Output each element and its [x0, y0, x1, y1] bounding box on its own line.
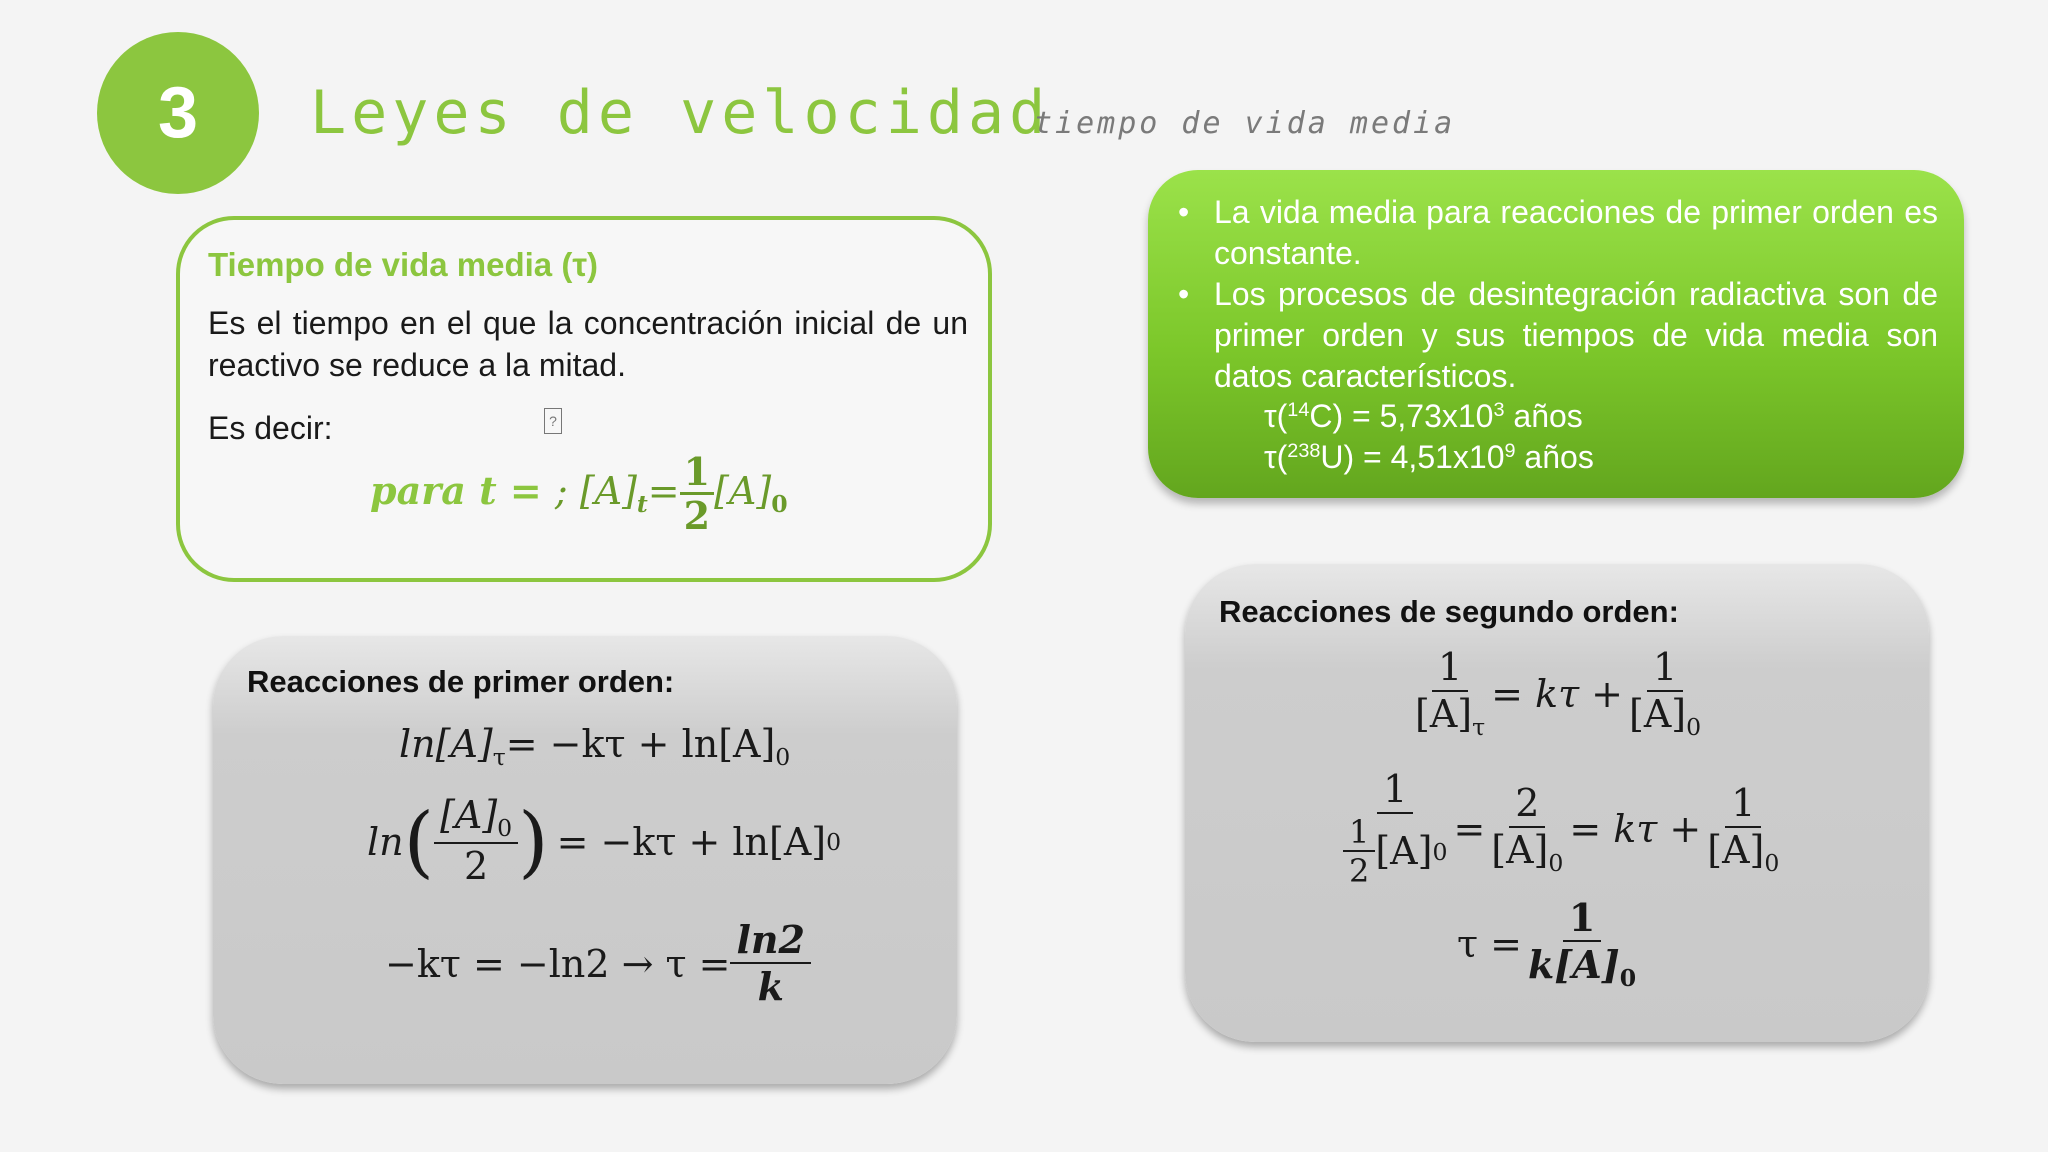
so-eq2-frac2: [1485, 782, 1569, 877]
so-eq1-frac2: [1623, 646, 1707, 741]
formula-num: 1: [680, 452, 714, 495]
so-eq2-mid: = kτ +: [1569, 807, 1702, 852]
eq3-num: ln2: [730, 918, 811, 964]
so-eq2-eq: =: [1453, 807, 1486, 852]
c14-exponent: 3: [1493, 399, 1505, 422]
eq2-den: 2: [464, 844, 489, 889]
so-eq2-num1: 1: [1377, 768, 1413, 814]
definition-heading: Tiempo de vida media (τ): [208, 246, 599, 283]
so-eq2-den1: [A]: [1375, 829, 1433, 874]
so-eq1-den1-sub: τ: [1472, 712, 1486, 741]
c14-pre: τ(: [1264, 398, 1288, 434]
formula-sub-0: 0: [771, 490, 788, 519]
so-eq2-half-num: 1: [1343, 814, 1375, 853]
eq1-A: [A]: [435, 722, 493, 766]
eq1-sub: τ: [492, 743, 506, 772]
so-eq2-num3: 1: [1725, 782, 1761, 828]
so-eq1-frac1: [1409, 646, 1491, 741]
formula-eq: =: [647, 468, 680, 513]
so-eq1-den2-sub: 0: [1686, 712, 1702, 741]
first-order-box: [213, 636, 957, 1084]
formula-den: 2: [683, 492, 711, 538]
so-eq1-num2: 1: [1647, 646, 1683, 692]
eq2-num: [A]: [440, 793, 498, 837]
so-eq2-frac3: [1701, 782, 1785, 877]
second-order-eq1: [1409, 646, 1707, 741]
eq2-rest: = −kτ + ln[A]: [556, 819, 827, 864]
u238-isotope: 238: [1287, 440, 1321, 463]
second-order-eq3: [1457, 896, 1642, 992]
second-order-box: [1185, 564, 1929, 1042]
section-number: 3: [157, 73, 199, 153]
eq1-sub0: 0: [775, 743, 791, 772]
so-eq1-mid: = kτ +: [1491, 671, 1624, 716]
c14-half-life: [1264, 398, 1583, 435]
u238-unit: años: [1515, 439, 1594, 475]
so-eq2-half: [1343, 814, 1375, 891]
formula-sep: ;: [554, 468, 580, 513]
eq2-ln: ln: [367, 819, 404, 864]
formula-A0: [A]: [714, 468, 772, 513]
eq2-sub0: 0: [826, 827, 842, 856]
second-order-heading: Reacciones de segundo orden:: [1219, 594, 1679, 629]
first-order-eq1: [399, 722, 790, 771]
radioactive-info-box: [1148, 170, 1964, 498]
list-item: • Los procesos de desintegración radiactiva son de primer orden y sus tiempos de vida media son datos característicos.: [1174, 274, 1938, 397]
right-paren: ): [518, 796, 549, 887]
page-title: Leyes de velocidad: [310, 78, 1051, 148]
c14-isotope: 14: [1287, 399, 1310, 422]
eq3-den: k: [757, 963, 784, 1009]
formula-fraction: [680, 449, 714, 538]
eq3-fraction: [730, 918, 811, 1009]
so-eq2-half-den: 2: [1349, 852, 1370, 891]
so-eq2-den1-sub: 0: [1432, 838, 1448, 867]
first-order-eq3: [385, 918, 811, 1009]
c14-value: C) = 5,73x10: [1309, 398, 1494, 434]
formula-sub-t: t: [636, 490, 648, 519]
c14-unit: años: [1504, 398, 1583, 434]
so-eq1-den1: [A]: [1415, 691, 1473, 736]
so-eq1-den2: [A]: [1629, 691, 1687, 736]
info-list: [1174, 192, 1938, 397]
eq1-ln: ln: [399, 722, 436, 766]
left-paren: (: [403, 796, 435, 887]
definition-text: Es el tiempo en el que la concentración inicial de un reactivo se reduce a la mitad.: [208, 305, 968, 383]
so-eq2-den2: [A]: [1491, 827, 1549, 872]
so-eq2-den3: [A]: [1707, 827, 1765, 872]
eq2-fraction: [434, 794, 518, 890]
formula-A: [A]: [579, 468, 637, 513]
formula-para: para t =: [370, 467, 555, 513]
so-eq2-frac1: [1337, 768, 1453, 891]
definition-box: [176, 216, 992, 582]
so-eq2-den2-sub: 0: [1548, 848, 1564, 877]
half-life-formula: [370, 449, 788, 538]
second-order-eq2: [1337, 768, 1785, 891]
eq3-lhs: −kτ = −ln2 → τ =: [385, 941, 731, 986]
eq1-rest: = −kτ + ln[A]: [505, 722, 776, 766]
list-item: • La vida media para reacciones de primer orden es constante.: [1174, 192, 1938, 274]
u238-exponent: 9: [1504, 440, 1516, 463]
so-eq3-den: k[A]: [1527, 941, 1620, 987]
missing-glyph-icon: ?: [544, 408, 562, 434]
es-decir-label: Es decir:: [208, 410, 333, 446]
section-number-badge: [97, 32, 259, 194]
u238-value: U) = 4,51x10: [1320, 439, 1505, 475]
so-eq3-den-sub: 0: [1619, 963, 1637, 992]
so-eq1-num1: 1: [1432, 646, 1468, 692]
u238-pre: τ(: [1264, 439, 1288, 475]
so-eq3-lhs: τ =: [1457, 922, 1522, 967]
u238-half-life: [1264, 439, 1594, 476]
so-eq2-den3-sub: 0: [1764, 848, 1780, 877]
so-eq2-num2: 2: [1509, 782, 1545, 828]
so-eq3-fraction: [1522, 896, 1642, 992]
so-eq3-num: 1: [1563, 896, 1601, 942]
first-order-heading: Reacciones de primer orden:: [247, 664, 675, 699]
first-order-eq2: [367, 794, 841, 890]
eq2-num-sub: 0: [497, 814, 513, 843]
page-subtitle: tiempo de vida media: [1034, 106, 1456, 141]
